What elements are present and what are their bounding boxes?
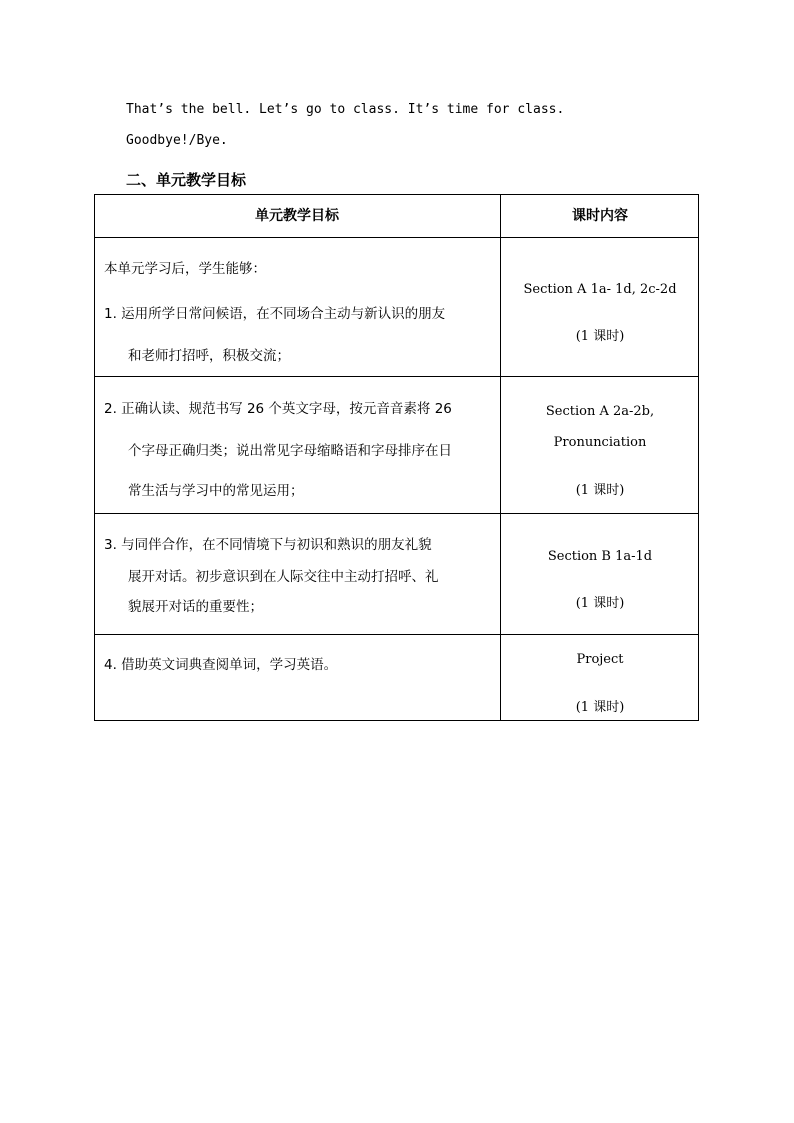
table-divider (94, 634, 699, 635)
row2-content-line2: Pronunciation (553, 435, 647, 450)
table-divider (94, 513, 699, 514)
row3-goal-line1: 3. 与同伴合作，在不同情境下与初识和熟识的朋友礼貌 (104, 537, 432, 553)
row3-content-line2: (1 课时) (575, 596, 625, 611)
row1-goal-line3: 和老师打招呼，积极交流； (128, 348, 290, 364)
row2-goal-line3: 常生活与学习中的常见运用； (128, 483, 304, 499)
row3-content-line1: Section B 1a-1d (547, 549, 653, 564)
header-content: 课时内容 (572, 208, 628, 224)
row3-goal-line3: 貌展开对话的重要性； (128, 599, 263, 615)
row2-goal-line1: 2. 正确认读、规范书写 26 个英文字母，按元音音素将 26 (104, 401, 452, 417)
header-goals: 单元教学目标 (255, 208, 339, 224)
row3-goal-line2: 展开对话。初步意识到在人际交往中主动打招呼、礼 (128, 569, 439, 585)
table-column-divider (500, 194, 501, 721)
row4-content-line2: (1 课时) (575, 700, 625, 715)
row1-goal-line1: 本单元学习后，学生能够： (104, 261, 266, 277)
row2-content-line3: (1 课时) (575, 483, 625, 498)
row1-content-line2: (1 课时) (575, 329, 625, 344)
row1-goal-line2: 1. 运用所学日常问候语，在不同场合主动与新认识的朋友 (104, 306, 446, 322)
row4-content-line1: Project (576, 652, 624, 667)
row2-goal-line2: 个字母正确归类；说出常见字母缩略语和字母排序在日 (128, 443, 452, 459)
intro-line-2: Goodbye!/Bye. (126, 133, 228, 148)
table-divider (94, 237, 699, 238)
row1-content-line1: Section A 1a- 1d, 2c-2d (523, 282, 677, 297)
row2-content-line1: Section A 2a-2b, (545, 404, 655, 419)
intro-line-1: That’s the bell. Let’s go to class. It’s time for class. (126, 102, 565, 117)
section-heading: 二、单元教学目标 (126, 171, 247, 189)
table-divider (94, 376, 699, 377)
row4-goal-line1: 4. 借助英文词典查阅单词，学习英语。 (104, 657, 338, 673)
